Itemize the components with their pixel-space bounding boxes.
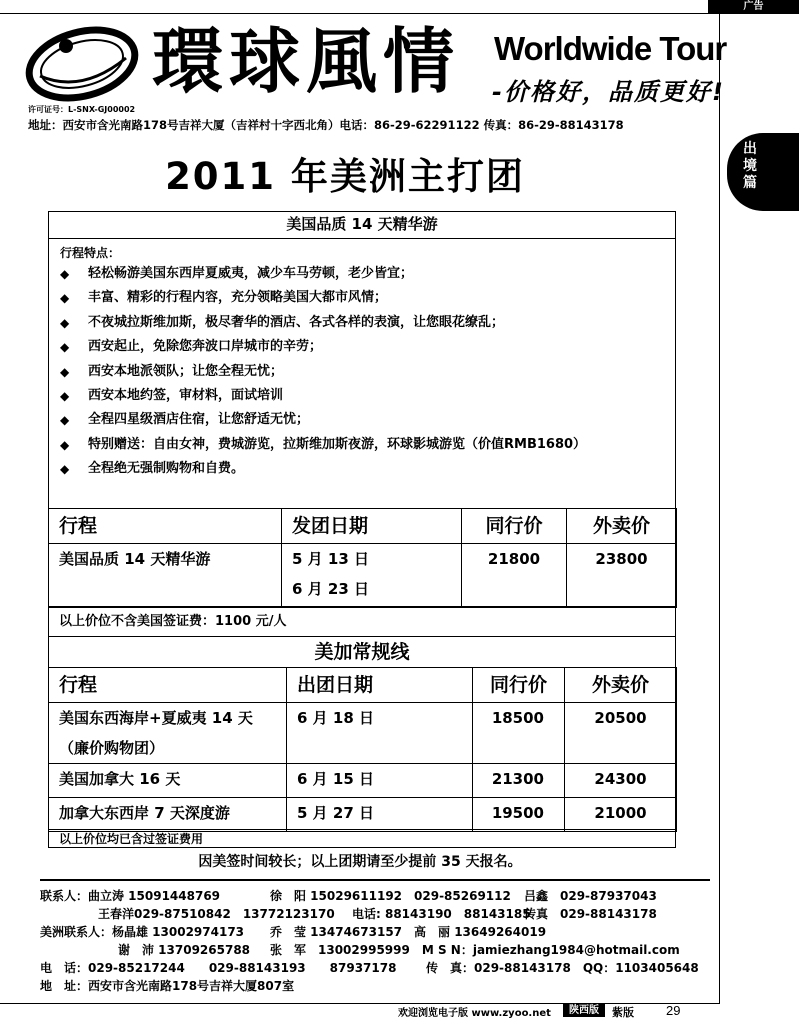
contact-line — [40, 905, 720, 923]
feature-item: ◆ 西安本地派领队；让您全程无忧； — [60, 360, 670, 384]
brand-slogan: -价格好，品质更好! — [492, 78, 725, 106]
feature-item: ◆ 西安本地约签，审材料，面试培训 — [60, 384, 670, 408]
date-cell: 6 月 18 日 — [287, 703, 473, 764]
company-address: 地址：西安市含光南路178号吉祥大厦（吉祥村十字西北角）电话：86-29-62291122 传真：86-29-88143178 — [28, 118, 624, 132]
contact-text: 联系人：曲立涛 15091448769 — [40, 889, 221, 903]
contact-text: 地 址：西安市含光南路178号吉祥大厦807室 — [40, 979, 295, 993]
retail-price-cell: 23800 — [567, 544, 677, 608]
retail-price-cell: 20500 — [565, 703, 677, 764]
contact-text: 电 话：029-85217244 029-88143193 87937178 — [40, 961, 397, 975]
license-number: 许可证号：L-SNX-GJ00002 — [28, 105, 136, 114]
footer-edition: 紫版 — [612, 1006, 634, 1019]
contact-line — [40, 941, 720, 959]
retail-price-cell: 24300 — [565, 764, 677, 798]
contact-text: 谢 沛 13709265788 — [118, 943, 251, 957]
col-header-retail-price: 外卖价 — [565, 668, 677, 703]
retail-price-cell: 21000 — [565, 798, 677, 832]
footer-edition-badge: 陕西版 — [563, 1004, 605, 1017]
feature-item: ◆ 不夜城拉斯维加斯，极尽奢华的酒店、各式各样的表演，让您眼花缭乱； — [60, 311, 670, 335]
contact-divider — [40, 879, 710, 881]
col-header-route: 行程 — [49, 668, 287, 703]
frame-top-border — [0, 13, 720, 14]
col-header-date: 发团日期 — [282, 509, 462, 544]
contact-text: 乔 莹 13474673157 高 丽 13649264019 — [270, 925, 547, 939]
peer-price-cell: 21800 — [462, 544, 567, 608]
table-header-row — [49, 509, 677, 544]
route-cell: 美国品质 14 天精华游 — [49, 544, 282, 608]
features-heading: 行程特点： — [60, 246, 121, 260]
feature-item: ◆ 全程绝无强制购物和自费。 — [60, 457, 670, 481]
contact-line — [40, 887, 720, 905]
date-value: 6 月 23 日 — [292, 580, 369, 598]
date-cell: 5 月 27 日 — [287, 798, 473, 832]
peer-price-cell: 18500 — [473, 703, 565, 764]
peer-price-cell: 19500 — [473, 798, 565, 832]
contact-text: 传真 029-88143178 — [524, 907, 657, 921]
feature-item: ◆ 特别赠送：自由女神，费城游览，拉斯维加斯夜游，环球影城游览（价值RMB1680） — [60, 433, 670, 457]
ad-tag: 广告 — [708, 0, 799, 14]
contact-text: 美洲联系人：杨晶雄 13002974173 — [40, 925, 245, 939]
table-row — [49, 703, 677, 764]
table-row — [49, 764, 677, 798]
brand-name-en: Worldwide Tour — [494, 30, 727, 67]
feature-item: ◆ 西安起止，免除您奔波口岸城市的辛劳； — [60, 335, 670, 359]
page-number: 29 — [666, 1003, 681, 1018]
route-cell: 美国加拿大 16 天 — [49, 764, 287, 798]
footer-website: 欢迎浏览电子版 www.zyoo.net — [398, 1008, 551, 1019]
section2-title: 美加常规线 — [48, 636, 676, 668]
feature-list — [60, 262, 670, 482]
col-header-route: 行程 — [49, 509, 282, 544]
contact-text: 吕鑫 029-87937043 — [524, 889, 657, 903]
peer-price-cell: 21300 — [473, 764, 565, 798]
feature-item: ◆ 轻松畅游美国东西岸夏威夷，减少车马劳顿，老少皆宜； — [60, 262, 670, 286]
feature-item: ◆ 丰富、精彩的行程内容，充分领略美国大都市风情； — [60, 286, 670, 310]
booking-reminder: 因美签时间较长；以上团期请至少提前 35 天报名。 — [198, 854, 522, 870]
feature-item: ◆ 全程四星级酒店住宿，让您舒适无忧； — [60, 408, 670, 432]
side-tab-label: 出境篇 — [743, 141, 757, 191]
contact-line — [40, 959, 720, 977]
section1-title: 美国品质 14 天精华游 — [48, 211, 676, 239]
section1-note: 以上价位不含美国签证费：1100 元/人 — [48, 606, 676, 637]
contact-text: 张 军 13002995999 M S N：jamiezhang1984@hotmail.com — [270, 943, 680, 957]
section2-note: 以上价位均已含过签证费用 — [48, 829, 676, 848]
col-header-date: 出团日期 — [287, 668, 473, 703]
date-cell — [282, 544, 462, 608]
route-cell: 美国东西海岸+夏威夷 14 天（廉价购物团） — [49, 703, 287, 764]
date-value: 5 月 13 日 — [292, 550, 369, 568]
contact-text: 徐 阳 15029611192 029-85269112 — [270, 889, 511, 903]
globe-logo-icon — [22, 24, 142, 104]
route-cell: 加拿大东西岸 7 天深度游 — [49, 798, 287, 832]
section2-price-table — [48, 667, 677, 832]
side-tab — [727, 133, 799, 211]
col-header-peer-price: 同行价 — [462, 509, 567, 544]
table-row — [49, 544, 677, 608]
page-title: 2011 年美洲主打团 — [165, 155, 525, 198]
brand-name-cn: 環球風情 — [152, 20, 461, 103]
contact-text: 传 真：029-88143178 QQ：1103405648 — [426, 961, 699, 975]
contact-text: 王春洋029-87510842 13772123170 — [98, 907, 335, 921]
table-header-row — [49, 668, 677, 703]
col-header-retail-price: 外卖价 — [567, 509, 677, 544]
col-header-peer-price: 同行价 — [473, 668, 565, 703]
contact-text: 电话: 88143190 88143185 — [352, 907, 531, 921]
table-row — [49, 798, 677, 832]
date-cell: 6 月 15 日 — [287, 764, 473, 798]
contact-line — [40, 977, 720, 995]
contact-line — [40, 923, 720, 941]
section1-price-table — [48, 508, 677, 608]
